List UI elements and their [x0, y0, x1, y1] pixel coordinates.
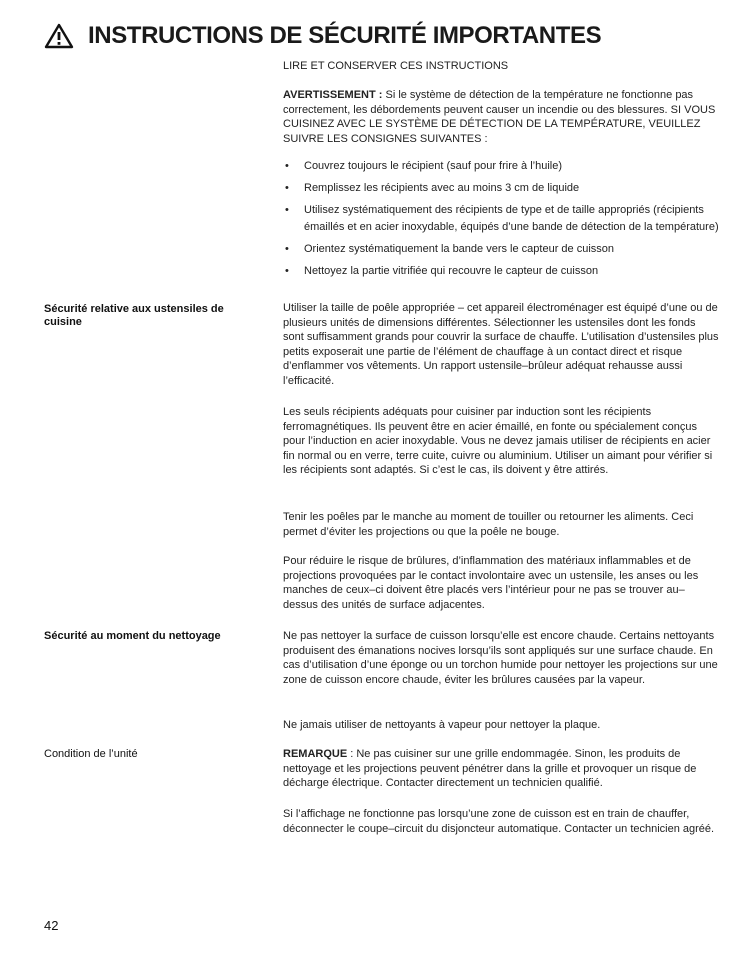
section-heading-cleaning: Sécurité au moment du nettoyage [44, 630, 221, 642]
warning-label: AVERTISSEMENT : [283, 89, 383, 101]
page-title: INSTRUCTIONS DE SÉCURITÉ IMPORTANTES [88, 22, 602, 49]
paragraph: Les seuls récipients adéquats pour cuisiner par induction sont les récipients ferromagnétiques. Ils peuvent être en acier émaillé, en fonte ou spécialement conçus pour l’induction en acier inoxydable. Vous ne devez jamais utiliser de récipients en acier fin normal ou en verre, terre cuite, cuivre ou aluminium. Utiliser un aimant pour vérifier si les récipients sont adaptés. Si c’est le cas, ils doivent y être attirés. [283, 406, 713, 477]
read-and-keep-text: LIRE ET CONSERVER CES INSTRUCTIONS [283, 60, 509, 72]
warning-triangle-icon [44, 23, 74, 49]
intro-warning [283, 88, 719, 146]
intro-read-keep [283, 59, 719, 74]
paragraph: Ne pas nettoyer la surface de cuisson lorsqu’elle est encore chaude. Certains nettoyants produisent des émanations nocives lorsqu’ils sont appliqués sur une surface chaude. En cas d’utilisation d’une éponge ou un torchon humide pour nettoyer les projections sur une zone de cuisson encore chaude, éviter les brûlures causées par la vapeur. [283, 630, 718, 686]
section-heading-cookware: Sécurité relative aux ustensiles de cuisine [44, 303, 224, 328]
warning-text: Si le système de détection de la température ne fonctionne pas correctement, les débordements peuvent causer un incendie ou des blessures. SI VOUS CUISINEZ AVEC LE SYSTÈME DE DÉTECTION DE LA TEMPÉRATURE, VEUILLEZ SUIVRE LES CONSIGNES SUIVANTES : [283, 89, 716, 145]
section-heading-condition: Condition de l’unité [44, 748, 138, 760]
paragraph: Utiliser la taille de poêle appropriée – cet appareil électroménager est équipé d’une ou de plusieurs unités de dimensions différentes. Sélectionner les ustensiles dont les fonds sont suffisamment grands pour couvrir la surface de chauffe. L’utilisation d’ustensiles plus petits exposerait une partie de l’élément de chauffage à un contact direct et risque d’enflammer vos vêtements. Un rapport ustensile–brûleur adéquat rehausse aussi l’efficacité. [283, 302, 719, 387]
condition-note [283, 747, 719, 791]
cleaning-paragraph-2 [283, 718, 719, 733]
list-item: • Remplissez les récipients avec au moins 3 cm de liquide [283, 180, 719, 197]
list-item: • Utilisez systématiquement des récipients de type et de taille appropriés (récipients émaillés et en acier inoxydable, équipés d’une bande de détection de la température) [283, 202, 719, 236]
list-item: • Nettoyez la partie vitrifiée qui recouvre le capteur de cuisson [283, 263, 719, 280]
page-header [44, 22, 601, 51]
paragraph: Si l’affichage ne fonctionne pas lorsqu’une zone de cuisson est en train de chauffer, déconnecter le coupe–circuit du disjoncteur automatique. Contacter un technicien agréé. [283, 808, 715, 835]
note-paragraph [283, 747, 719, 791]
list-item: • Couvrez toujours le récipient (sauf pour frire à l’huile) [283, 158, 719, 175]
warning-paragraph [283, 88, 719, 146]
paragraph: Tenir les poêles par le manche au moment de touiller ou retourner les aliments. Ceci permet d’éviter les projections ou que la poêle ne bouge. [283, 511, 694, 538]
note-label: REMARQUE [283, 748, 348, 760]
page-number: 42 [44, 918, 59, 933]
note-text: : Ne pas cuisiner sur une grille endommagée. Sinon, les produits de nettoyage et les projections peuvent pénétrer dans la grille et provoquer un risque de décharge électrique. Contacter directement un technicien qualifié. [283, 748, 697, 790]
safety-bullet-list [283, 158, 719, 280]
condition-paragraph-2 [283, 807, 719, 836]
cookware-paragraph-1 [283, 301, 719, 389]
cleaning-paragraph-1 [283, 629, 719, 687]
cookware-paragraph-4 [283, 554, 719, 612]
cookware-paragraph-2 [283, 405, 719, 478]
intro-bullets [283, 158, 719, 285]
paragraph: Pour réduire le risque de brûlures, d’inflammation des matériaux inflammables et de projections provoquées par le contact involontaire avec un ustensile, les anses ou les manches de ceux–ci doivent être placés vers l’intérieur pour ne pas se trouver au–dessus des unités de surface adjacentes. [283, 555, 699, 611]
paragraph: Ne jamais utiliser de nettoyants à vapeur pour nettoyer la plaque. [283, 719, 601, 731]
list-item: • Orientez systématiquement la bande vers le capteur de cuisson [283, 241, 719, 258]
cookware-paragraph-3 [283, 510, 719, 539]
